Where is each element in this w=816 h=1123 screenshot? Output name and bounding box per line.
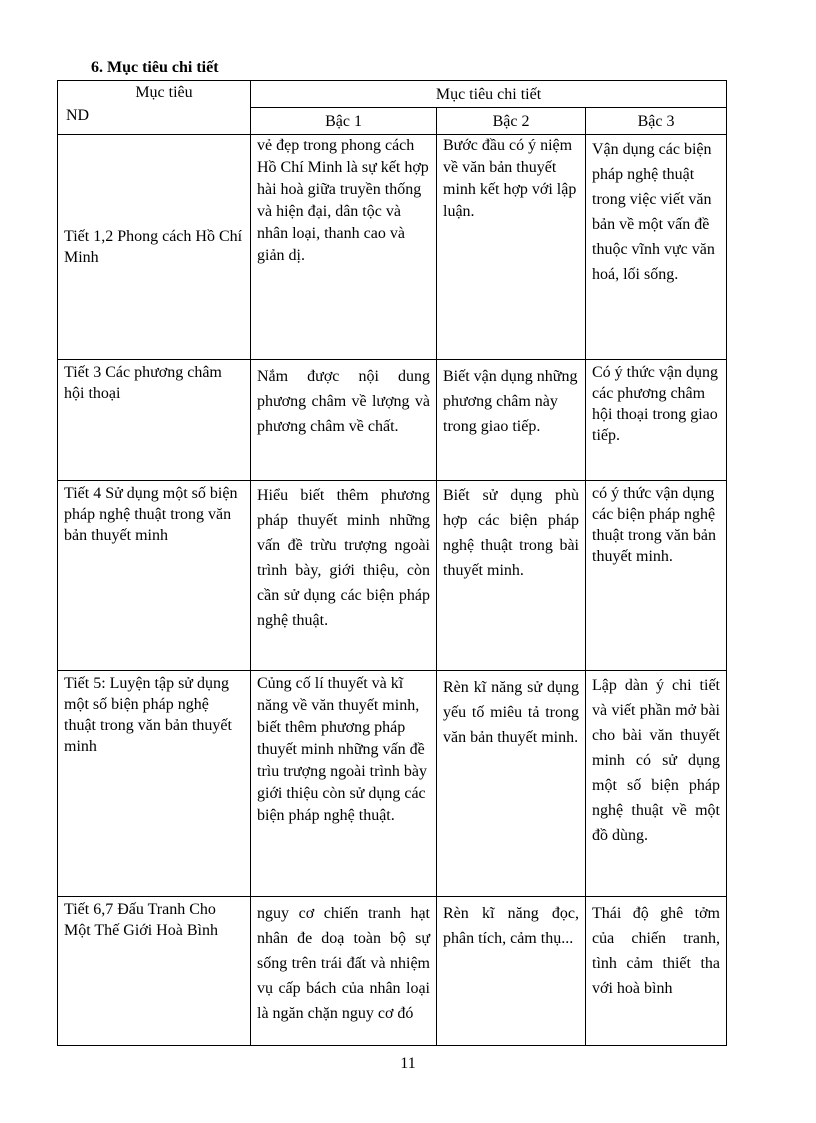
level1-cell: Củng cố lí thuyết và kĩ năng về văn thuyết minh, biết thêm phương pháp thuyết minh những vấn đề trìu trượng ngoài trình bày giới thiệu còn sử dụng các biện pháp nghệ thuật. (251, 671, 437, 897)
level3-cell: Lập dàn ý chi tiết và viết phần mở bài cho bài văn thuyết minh có sử dụng một số biện pháp nghệ thuật về một đồ dùng. (586, 671, 727, 897)
level2-cell: Rèn kĩ năng đọc, phân tích, cảm thụ... (437, 897, 586, 1046)
level2-cell: Biết vận dụng những phương châm này trong giao tiếp. (437, 360, 586, 481)
level1-cell: vẻ đẹp trong phong cách Hồ Chí Minh là sự kết hợp hài hoà giữa truyền thống và hiện đại, dân tộc và nhân loại, thanh cao và giản dị. (251, 135, 437, 360)
level3-cell: Có ý thức vận dụng các phương châm hội thoại trong giao tiếp. (586, 360, 727, 481)
section-heading: 6. Mục tiêu chi tiết (91, 59, 219, 76)
level1-cell: Nắm được nội dung phương châm về lượng và phương châm về chất. (251, 360, 437, 481)
content-cell: Tiết 3 Các phương châm hội thoại (58, 360, 251, 481)
level-header-3: Bậc 3 (586, 108, 727, 135)
level1-cell: Hiểu biết thêm phương pháp thuyết minh những vấn đề trừu trượng ngoài trình bày, giới thiệu, còn cần sử dụng các biện pháp nghệ thuật. (251, 481, 437, 671)
level2-cell: Biết sử dụng phù hợp các biện pháp nghệ thuật trong bài thuyết minh. (437, 481, 586, 671)
objectives-table (57, 80, 727, 1046)
table-row (58, 897, 727, 1046)
content-cell: Tiết 1,2 Phong cách Hồ Chí Minh (58, 135, 251, 360)
level-header-1: Bậc 1 (251, 108, 437, 135)
table-row (58, 360, 727, 481)
group-header: Mục tiêu chi tiết (251, 81, 727, 108)
table-row (58, 481, 727, 671)
table-row (58, 135, 727, 360)
content-cell: Tiết 5: Luyện tập sử dụng một số biện pháp nghệ thuật trong văn bản thuyết minh (58, 671, 251, 897)
table-row (58, 671, 727, 897)
corner-header-cell (58, 81, 251, 135)
level2-cell: Bước đầu có ý niệm về văn bản thuyết minh kết hợp với lập luận. (437, 135, 586, 360)
level3-cell: có ý thức vận dụng các biện pháp nghệ thuật trong văn bản thuyết minh. (586, 481, 727, 671)
level-header-2: Bậc 2 (437, 108, 586, 135)
page-number: 11 (400, 1055, 416, 1072)
level3-cell: Vận dụng các biện pháp nghệ thuật trong việc viết văn bản về một vấn đề thuộc vĩnh vực văn hoá, lối sống. (586, 135, 727, 360)
level2-cell: Rèn kĩ năng sử dụng yếu tố miêu tả trong văn bản thuyết minh. (437, 671, 586, 897)
level1-cell: nguy cơ chiến tranh hạt nhân đe doạ toàn bộ sự sống trên trái đất và nhiệm vụ cấp bách của nhân loại là ngăn chặn nguy cơ đó (251, 897, 437, 1046)
content-cell: Tiết 4 Sử dụng một số biện pháp nghệ thuật trong văn bản thuyết minh (58, 481, 251, 671)
corner-header-bottom: ND (66, 107, 90, 124)
header-row-1 (58, 81, 727, 108)
content-cell: Tiết 6,7 Đấu Tranh Cho Một Thế Giới Hoà Bình (58, 897, 251, 1046)
level3-cell: Thái độ ghê tởm của chiến tranh, tình cảm thiết tha với hoà bình (586, 897, 727, 1046)
corner-header-top: Mục tiêu (135, 84, 193, 101)
